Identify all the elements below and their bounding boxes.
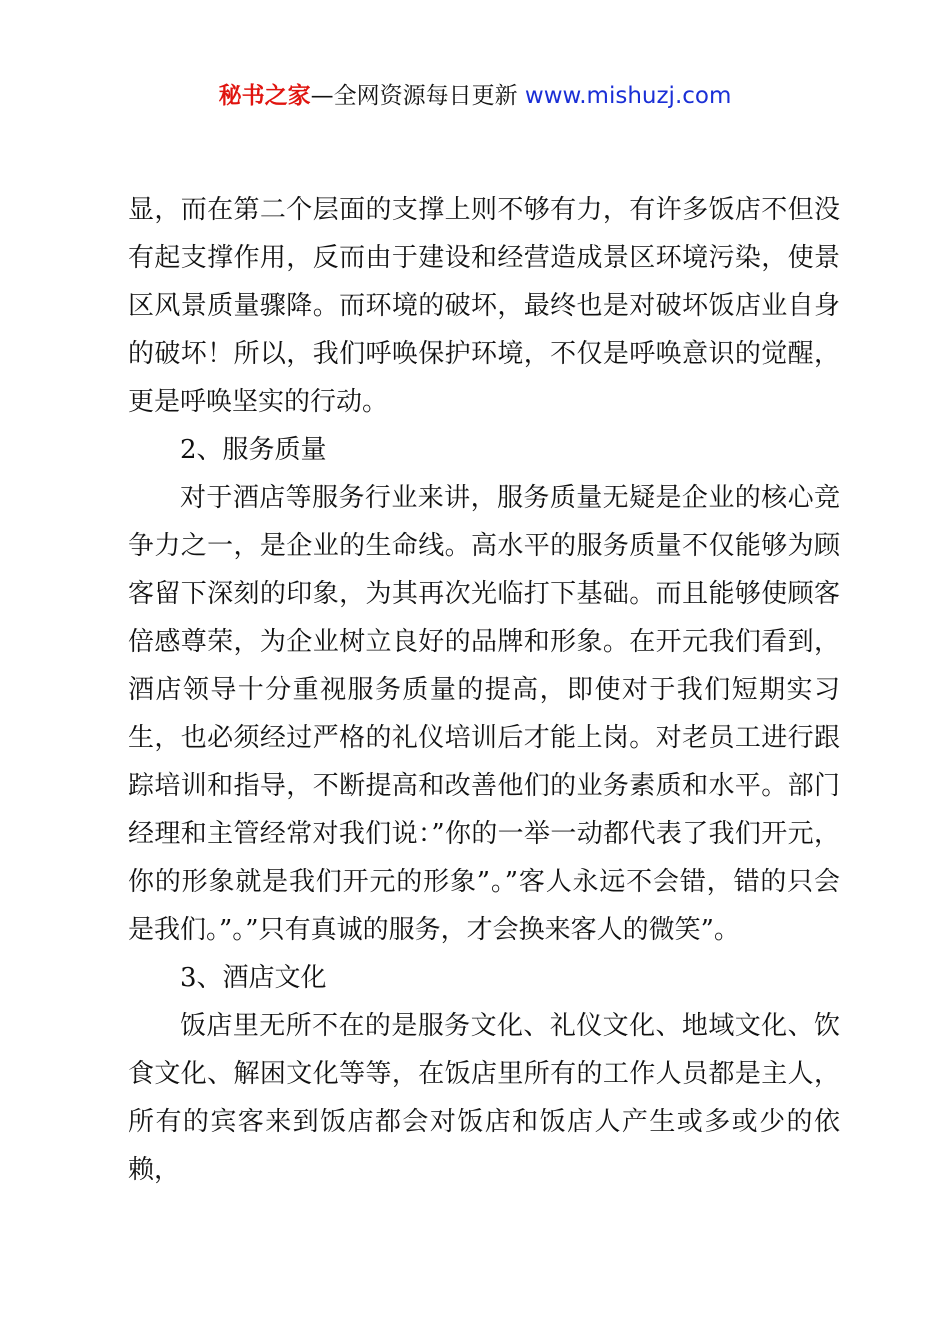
paragraph-service-quality: 对于酒店等服务行业来讲，服务质量无疑是企业的核心竞争力之一，是企业的生命线。高水平的服务质量不仅能够为顾客留下深刻的印象，为其再次光临打下基础。而且能够使顾客倍感尊荣，为企业树立良好的品牌和形象。在开元我们看到，酒店领导十分重视服务质量的提高，即使对于我们短期实习生，也必须经过严格的礼仪培训后才能上岗。对老员工进行跟踪培训和指导，不断提高和改善他们的业务素质和水平。部门经理和主管经常对我们说：”你的一举一动都代表了我们开元，你的形象就是我们开元的形象”。”客人永远不会错，错的只会是我们。”。”只有真诚的服务，才会换来客人的微笑”。 [128, 483, 840, 945]
header-url-link[interactable]: www.mishuzj.com [524, 83, 732, 109]
paragraph-continuation: 显，而在第二个层面的支撑上则不够有力，有许多饭店不但没有起支撑作用，反而由于建设和经营造成景区环境污染，使景区风景质量骤降。而环境的破坏，最终也是对破坏饭店业自身的破坏！所以，我们呼唤保护环境，不仅是呼唤意识的觉醒，更是呼唤坚实的行动。 [128, 195, 840, 417]
document-body [128, 186, 840, 1194]
section-heading-service-quality: 2、服务质量 [180, 435, 327, 465]
header-brand: 秘书之家 [218, 83, 311, 109]
page-header [0, 80, 950, 112]
section-heading-hotel-culture: 3、酒店文化 [180, 963, 327, 993]
paragraph-hotel-culture: 饭店里无所不在的是服务文化、礼仪文化、地域文化、饮食文化、解困文化等等，在饭店里所有的工作人员都是主人，所有的宾客来到饭店都会对饭店和饭店人产生或多或少的依赖， [128, 1011, 840, 1185]
header-tagline: —全网资源每日更新 [310, 83, 525, 109]
